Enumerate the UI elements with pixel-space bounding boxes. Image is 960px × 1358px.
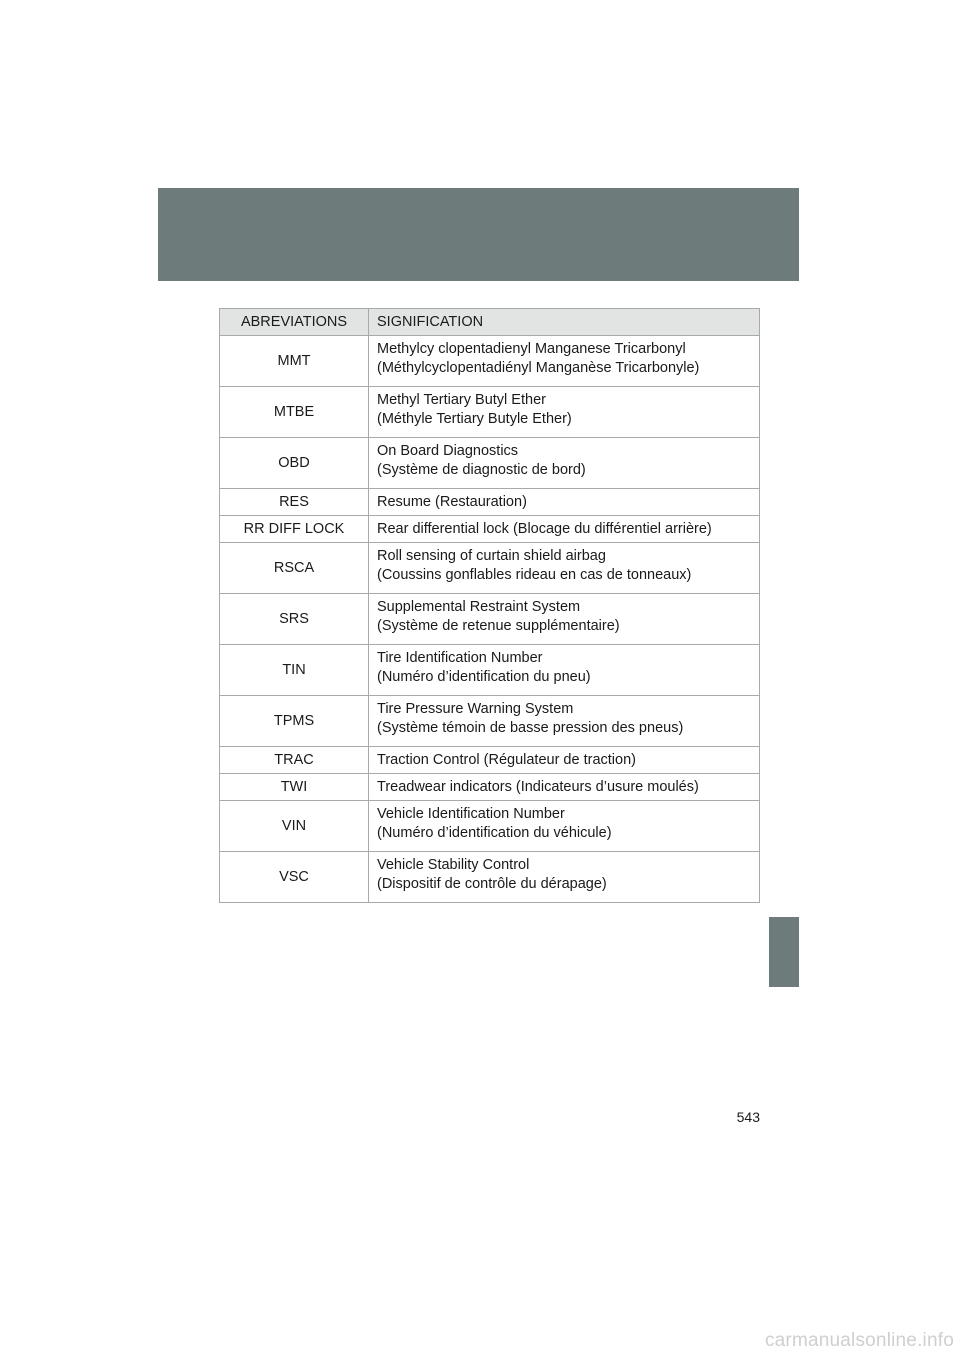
signification-line: (Méthyle Tertiary Butyle Ether) [377, 411, 572, 427]
abbreviation-cell: RR DIFF LOCK [220, 516, 369, 543]
table-row [220, 594, 760, 645]
abbreviation-cell: RES [220, 489, 369, 516]
abbreviation-cell: OBD [220, 438, 369, 489]
header-signification: SIGNIFICATION [369, 309, 760, 336]
signification-line: Methylcy clopentadienyl Manganese Tricarbonyl [377, 341, 686, 357]
table-row [220, 801, 760, 852]
table-row [220, 387, 760, 438]
signification-cell [369, 336, 760, 387]
abbreviation-cell: MMT [220, 336, 369, 387]
signification-line: (Système de diagnostic de bord) [377, 462, 586, 478]
signification-line: (Numéro d’identification du véhicule) [377, 825, 612, 841]
abbreviation-cell: MTBE [220, 387, 369, 438]
abbreviations-table [219, 308, 760, 903]
table-row [220, 852, 760, 903]
signification-line: Traction Control (Régulateur de traction) [377, 751, 636, 768]
table-row [220, 543, 760, 594]
page-number: 543 [736, 1109, 760, 1125]
signification-line: (Dispositif de contrôle du dérapage) [377, 876, 607, 892]
signification-line: Vehicle Identification Number [377, 806, 565, 822]
signification-line: Methyl Tertiary Butyl Ether [377, 392, 546, 408]
signification-line: Treadwear indicators (Indicateurs d’usure moulés) [377, 778, 699, 795]
signification-line: Supplemental Restraint System [377, 599, 581, 615]
signification-line: (Système témoin de basse pression des pneus) [377, 720, 684, 736]
signification-cell [369, 489, 760, 516]
table-row [220, 489, 760, 516]
table-header-row [220, 309, 760, 336]
signification-cell [369, 747, 760, 774]
abbreviation-cell: TPMS [220, 696, 369, 747]
signification-line: Vehicle Stability Control [377, 857, 530, 873]
signification-line: (Méthylcyclopentadiényl Manganèse Tricarbonyle) [377, 360, 700, 376]
signification-cell [369, 516, 760, 543]
signification-cell [369, 801, 760, 852]
signification-cell [369, 438, 760, 489]
abbreviation-cell: TIN [220, 645, 369, 696]
abbreviation-cell: SRS [220, 594, 369, 645]
table-row [220, 438, 760, 489]
abbreviation-cell: TRAC [220, 747, 369, 774]
signification-cell [369, 645, 760, 696]
header-band [158, 188, 799, 281]
signification-line: (Coussins gonflables rideau en cas de tonneaux) [377, 567, 692, 583]
abbreviation-cell: VSC [220, 852, 369, 903]
abbreviation-cell: VIN [220, 801, 369, 852]
signification-line: Tire Identification Number [377, 650, 543, 666]
signification-cell [369, 387, 760, 438]
signification-line: Tire Pressure Warning System [377, 701, 574, 717]
table-row [220, 747, 760, 774]
table-row [220, 774, 760, 801]
signification-cell [369, 594, 760, 645]
table-row [220, 696, 760, 747]
watermark: carmanualsonline.info [764, 1330, 954, 1351]
table-row [220, 336, 760, 387]
table-row [220, 645, 760, 696]
section-tab [769, 917, 799, 987]
signification-cell [369, 852, 760, 903]
signification-cell [369, 774, 760, 801]
signification-line: On Board Diagnostics [377, 443, 519, 459]
abbreviation-cell: TWI [220, 774, 369, 801]
table-row [220, 516, 760, 543]
table-body [220, 336, 760, 903]
signification-cell [369, 696, 760, 747]
signification-line: (Numéro d’identification du pneu) [377, 669, 591, 685]
signification-line: Roll sensing of curtain shield airbag [377, 548, 606, 564]
signification-line: Rear differential lock (Blocage du différentiel arrière) [377, 520, 712, 537]
signification-cell [369, 543, 760, 594]
signification-line: (Système de retenue supplémentaire) [377, 618, 620, 634]
signification-line: Resume (Restauration) [377, 493, 527, 510]
header-abbreviations: ABREVIATIONS [220, 309, 369, 336]
abbreviation-cell: RSCA [220, 543, 369, 594]
